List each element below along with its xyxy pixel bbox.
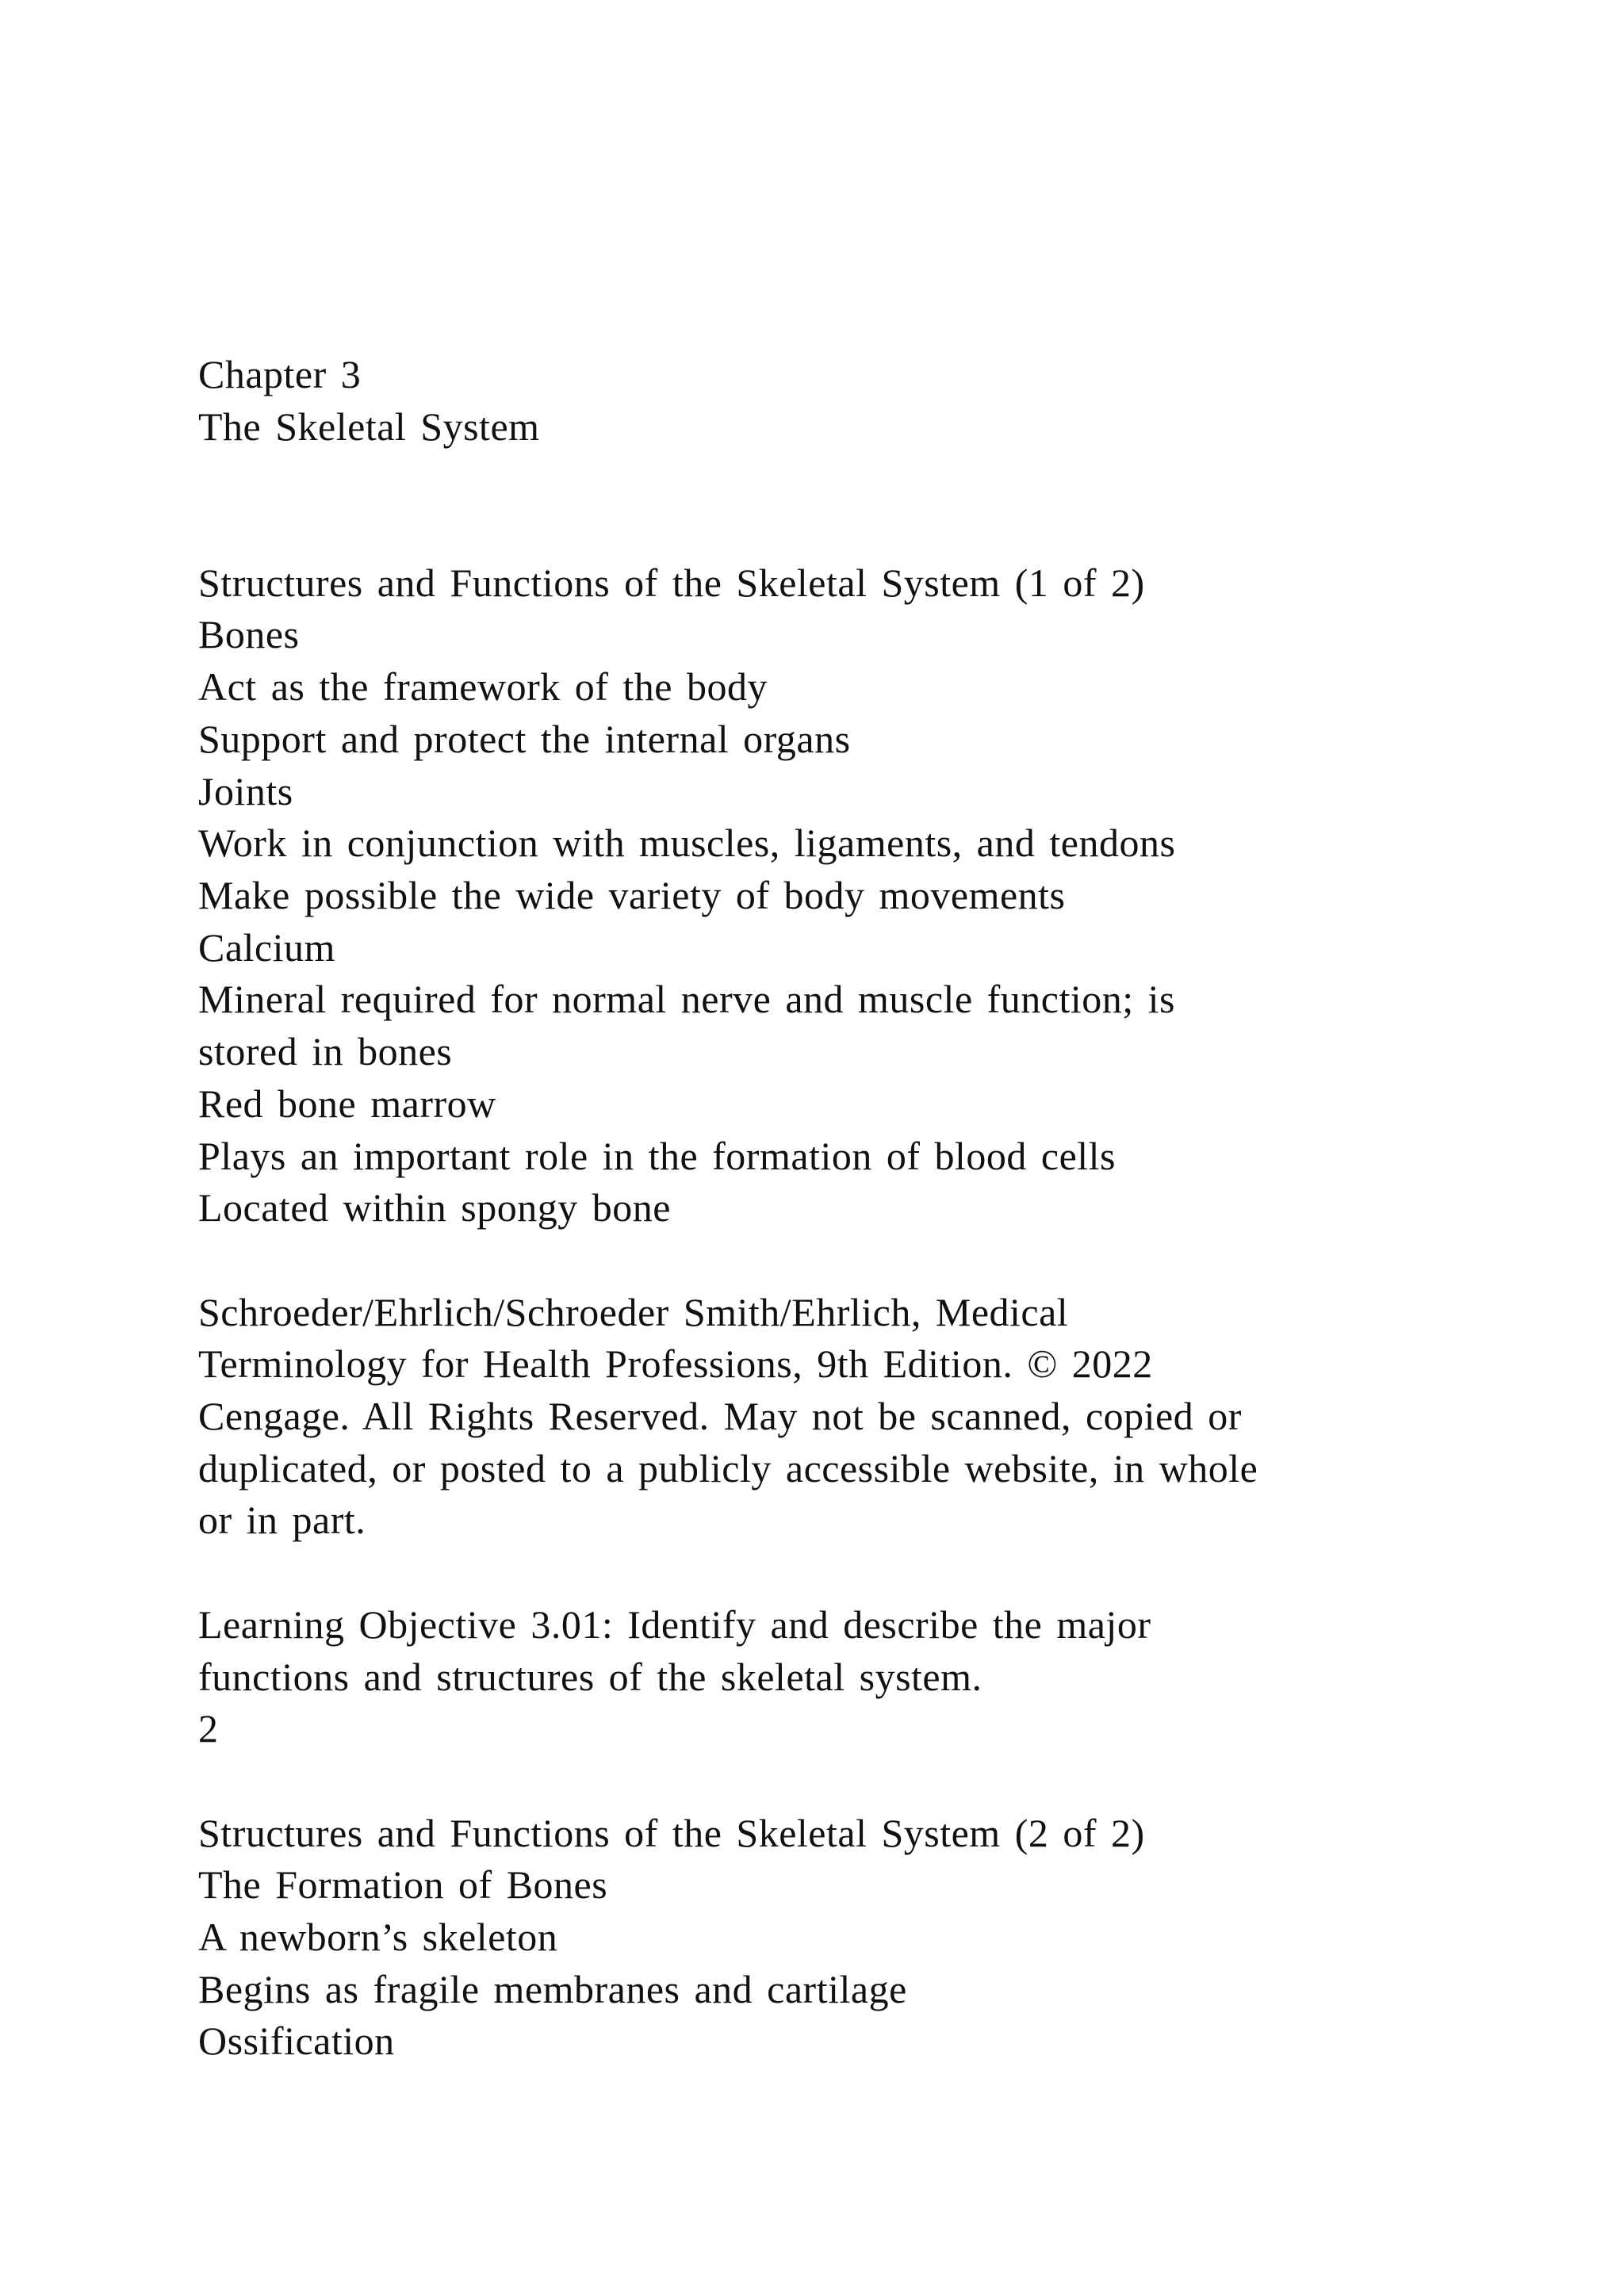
text-line: Joints	[198, 768, 293, 813]
text-line: Bones	[198, 612, 300, 657]
blank-line	[198, 505, 1435, 557]
text-line: Calcium	[198, 924, 335, 970]
blank-line	[198, 1234, 1435, 1287]
document-body	[198, 349, 1435, 2068]
learning-objective-line: Learning Objective 3.01: Identify and describe the major	[198, 1601, 1151, 1647]
text-line: stored in bones	[198, 1029, 453, 1074]
text-line: Make possible the wide variety of body movements	[198, 873, 1066, 917]
text-line: A newborn’s skeleton	[198, 1915, 558, 1960]
copyright-line: duplicated, or posted to a publicly accessible website, in whole	[198, 1445, 1258, 1490]
text-line: Located within spongy bone	[198, 1185, 671, 1230]
text-line: Plays an important role in the formation of blood cells	[198, 1133, 1116, 1178]
copyright-line: Terminology for Health Professions, 9th Edition. © 2022	[198, 1341, 1153, 1387]
text-line: Work in conjunction with muscles, ligaments, and tendons	[198, 821, 1176, 866]
copyright-line: Cengage. All Rights Reserved. May not be scanned, copied or	[198, 1394, 1242, 1439]
text-line: Ossification	[198, 2019, 395, 2064]
section-heading: Structures and Functions of the Skeletal System (2 of 2)	[198, 1810, 1145, 1855]
chapter-title: The Skeletal System	[198, 404, 540, 449]
copyright-line: or in part.	[198, 1498, 366, 1543]
text-line: Red bone marrow	[198, 1081, 496, 1126]
section-heading: Structures and Functions of the Skeletal System (1 of 2)	[198, 560, 1145, 605]
blank-line	[198, 1755, 1435, 1808]
text-line: Act as the framework of the body	[198, 664, 768, 710]
text-line: Begins as fragile membranes and cartilage	[198, 1966, 907, 2011]
chapter-number: Chapter 3	[198, 352, 362, 396]
text-line: Mineral required for normal nerve and muscle function; is	[198, 977, 1176, 1022]
text-line: The Formation of Bones	[198, 1862, 608, 1908]
page-number: 2	[198, 1706, 219, 1751]
learning-objective-line: functions and structures of the skeletal system.	[198, 1654, 982, 1699]
blank-line	[198, 453, 1435, 505]
text-line: Support and protect the internal organs	[198, 716, 851, 761]
copyright-line: Schroeder/Ehrlich/Schroeder Smith/Ehrlich, Medical	[198, 1289, 1069, 1334]
blank-line	[198, 1547, 1435, 1599]
